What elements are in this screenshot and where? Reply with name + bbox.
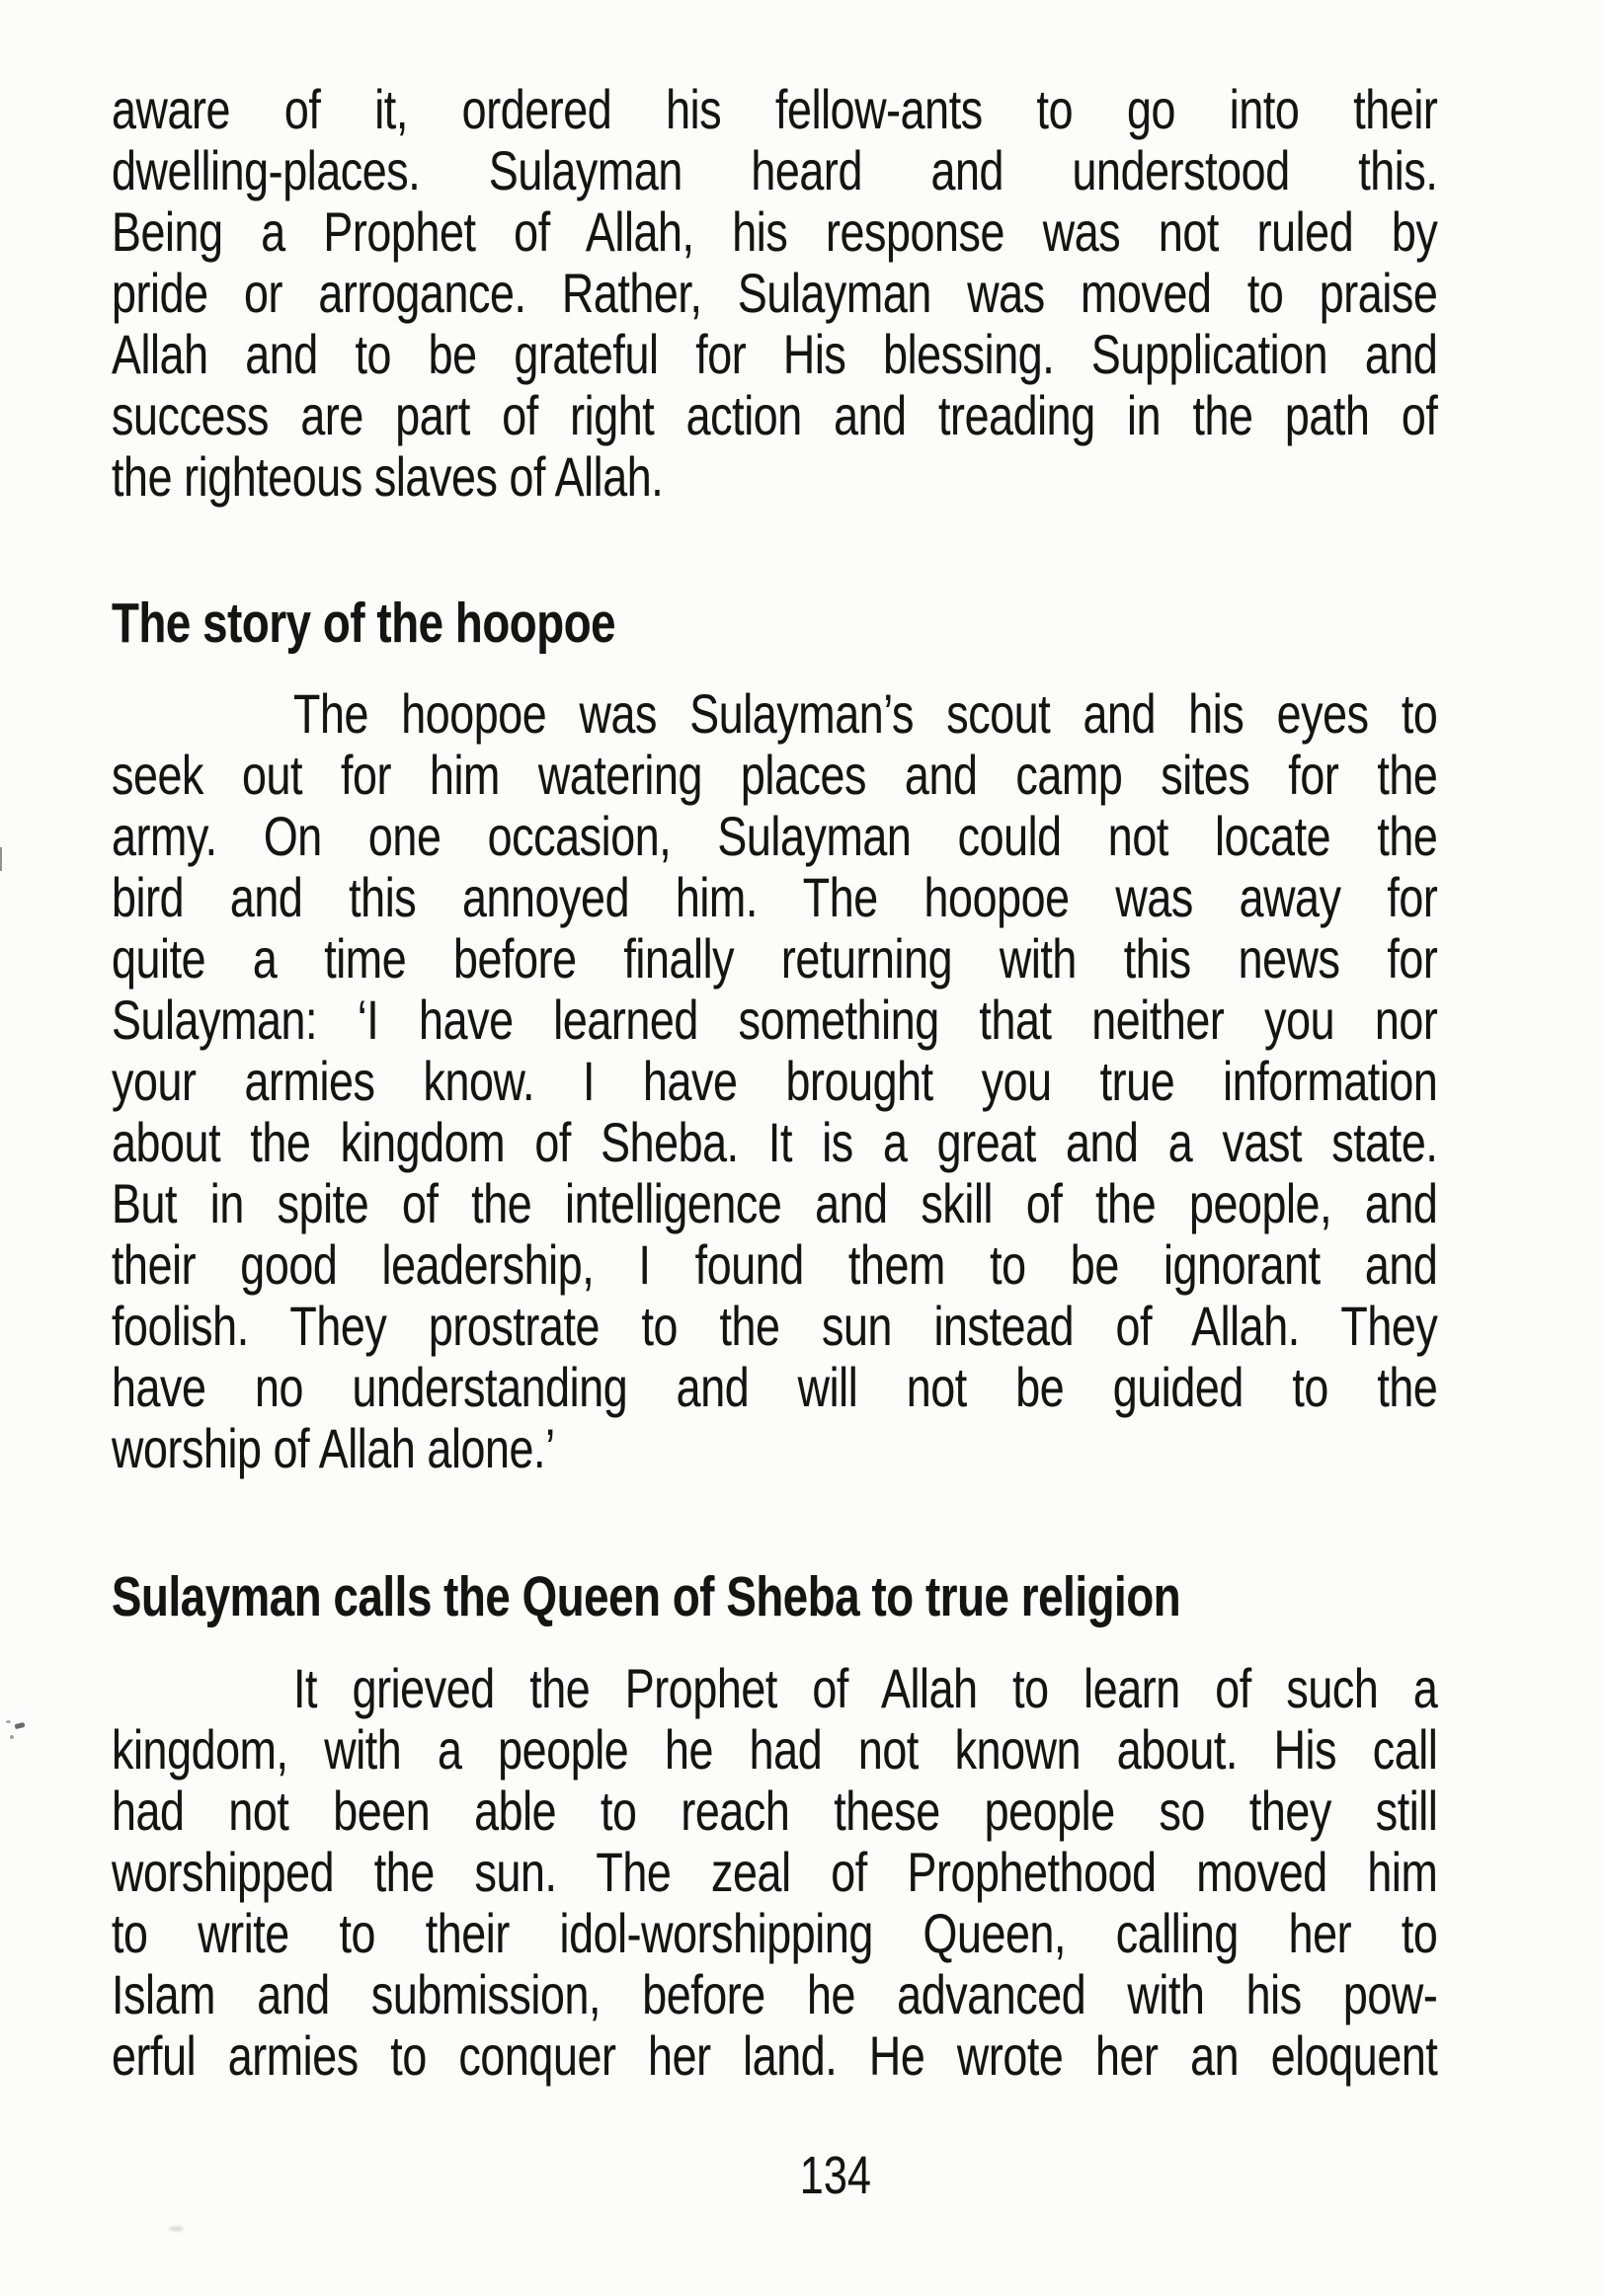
text-line: quite a time before finally returning with this news for <box>112 927 1438 990</box>
text-line: their good leadership, I found them to be ignorant and <box>112 1233 1438 1296</box>
text-line: bird and this annoyed him. The hoopoe was away for <box>112 866 1438 928</box>
text-line: dwelling-places. Sulayman heard and understood this. <box>112 139 1438 201</box>
text-line: to write to their idol-worshipping Queen, calling her to <box>112 1902 1438 1964</box>
paragraph-continuation <box>112 79 1437 508</box>
text-line: your armies know. I have brought you true information <box>112 1050 1438 1112</box>
text-line: seek out for him watering places and camp sites for the <box>112 744 1438 806</box>
scan-artifact-mark <box>15 1722 26 1729</box>
text-line: worship of Allah alone.’ <box>112 1417 555 1479</box>
text-line: Being a Prophet of Allah, his response was not ruled by <box>112 200 1438 263</box>
text-line: have no understanding and will not be guided to the <box>112 1356 1438 1418</box>
text-line: pride or arrogance. Rather, Sulayman was moved to praise <box>112 262 1438 324</box>
text-line: had not been able to reach these people so they still <box>112 1780 1438 1842</box>
text-line: The hoopoe was Sulayman’s scout and his eyes to <box>293 682 1438 745</box>
text-line: worshipped the sun. The zeal of Prophethood moved him <box>112 1841 1438 1903</box>
section-heading-queen-of-sheba: Sulayman calls the Queen of Sheba to true religion <box>112 1565 1181 1628</box>
scan-artifact-dot <box>10 1735 14 1739</box>
text-line: foolish. They prostrate to the sun instead of Allah. They <box>112 1295 1438 1357</box>
text-line: Sulayman: ‘I have learned something that neither you nor <box>112 989 1438 1051</box>
text-line: about the kingdom of Sheba. It is a great and a vast state. <box>112 1111 1438 1173</box>
paragraph-queen-of-sheba <box>112 1658 1437 2087</box>
paragraph-hoopoe-story <box>112 683 1437 1479</box>
text-line: It grieved the Prophet of Allah to learn of such a <box>293 1657 1438 1719</box>
text-line: erful armies to conquer her land. He wrote her an eloquent <box>112 2024 1438 2087</box>
text-column <box>112 0 1437 2296</box>
section-heading-hoopoe: The story of the hoopoe <box>112 592 616 655</box>
scan-edge-artifact <box>0 847 2 871</box>
text-line: army. On one occasion, Sulayman could not locate the <box>112 805 1438 867</box>
text-line: aware of it, ordered his fellow-ants to go into their <box>112 78 1438 140</box>
text-line: Allah and to be grateful for His blessing. Supplication and <box>112 323 1438 385</box>
scan-artifact-dot <box>6 1720 11 1723</box>
text-line: success are part of right action and treading in the path of <box>112 384 1438 446</box>
text-line: Islam and submission, before he advanced with his pow- <box>112 1963 1438 2025</box>
page-number: 134 <box>799 2146 871 2205</box>
text-line: But in spite of the intelligence and skill of the people, and <box>112 1172 1438 1234</box>
text-line: kingdom, with a people he had not known about. His call <box>112 1718 1438 1781</box>
text-line: the righteous slaves of Allah. <box>112 445 664 508</box>
